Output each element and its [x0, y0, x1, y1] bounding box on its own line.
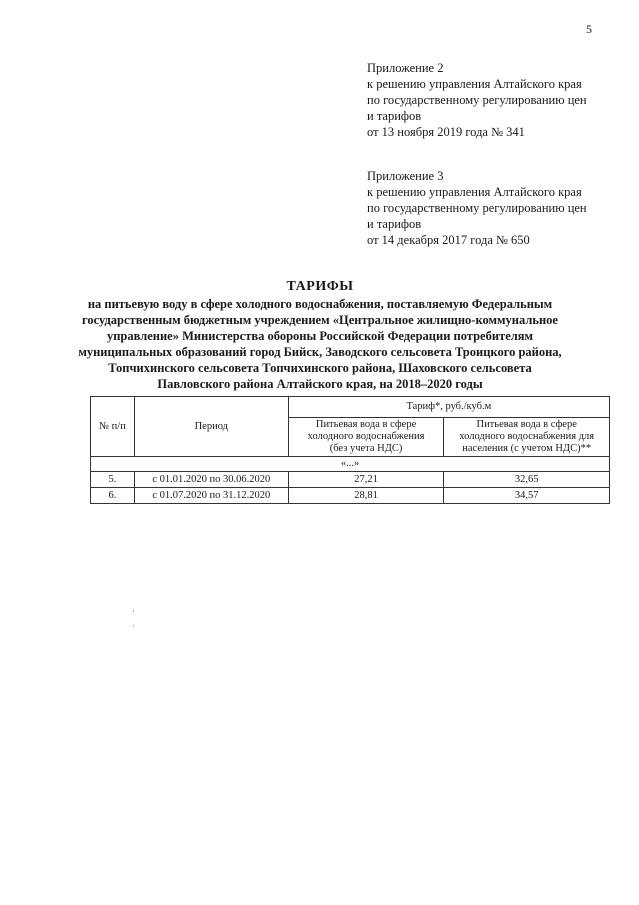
scan-speck [133, 610, 134, 612]
appendix-2-reference [367, 60, 617, 140]
header-line: холодного водоснабжения [307, 431, 425, 442]
subtitle-line: Топчихинского сельсовета Топчихинского района, Шаховского сельсовета [108, 361, 532, 375]
subtitle-line: Павловского района Алтайского края, на 2018–2020 годы [157, 377, 483, 391]
appendix-2-line: к решению управления Алтайского края [367, 77, 582, 91]
subtitle-line: муниципальных образований город Бийск, Заводского сельсовета Троицкого района, [78, 345, 562, 359]
header-line: Питьевая вода в сфере [315, 419, 417, 430]
header-without-vat [288, 418, 444, 457]
tariff-table [90, 396, 610, 504]
subtitle-line: государственным бюджетным учреждением «Центральное жилищно-коммунальное [82, 313, 558, 327]
table-row [91, 472, 610, 488]
header-period: Период [134, 397, 288, 457]
subtitle-line: на питьевую воду в сфере холодного водоснабжения, поставляемую Федеральным [87, 297, 553, 311]
row-number: 5. [91, 472, 135, 488]
document-subtitle [60, 296, 580, 392]
document-title: ТАРИФЫ [286, 279, 354, 294]
row-number: 6. [91, 488, 135, 504]
header-tariff-group: Тариф*, руб./куб.м [288, 397, 609, 418]
row-period: с 01.07.2020 по 31.12.2020 [134, 488, 288, 504]
row-tariff-with-vat: 34,57 [444, 488, 610, 504]
table-row [91, 488, 610, 504]
header-line: населения (с учетом НДС)** [462, 443, 592, 454]
appendix-2-line: от 13 ноября 2019 года № 341 [367, 125, 525, 139]
header-line: холодного водоснабжения для [459, 431, 595, 442]
header-line: (без учета НДС) [329, 443, 403, 454]
appendix-3-line: от 14 декабря 2017 года № 650 [367, 233, 530, 247]
header-with-vat [444, 418, 610, 457]
row-period: с 01.01.2020 по 30.06.2020 [134, 472, 288, 488]
appendix-2-line: и тарифов [367, 109, 422, 123]
appendix-3-line: Приложение 3 [367, 169, 444, 183]
row-tariff-without-vat: 27,21 [288, 472, 444, 488]
page-number: 5 [586, 22, 592, 36]
appendix-3-line: и тарифов [367, 217, 422, 231]
row-tariff-with-vat: 32,65 [444, 472, 610, 488]
appendix-2-line: по государственному регулированию цен [367, 93, 587, 107]
document-title-block [60, 278, 580, 392]
header-number: № п/п [91, 397, 135, 457]
appendix-3-line: по государственному регулированию цен [367, 201, 587, 215]
row-tariff-without-vat: 28,81 [288, 488, 444, 504]
appendix-2-line: Приложение 2 [367, 61, 444, 75]
scan-speck [133, 625, 134, 627]
subtitle-line: управление» Министерства обороны Российской Федерации потребителям [106, 329, 534, 343]
header-line: Питьевая вода в сфере [476, 419, 577, 430]
appendix-3-reference [367, 168, 617, 248]
appendix-3-line: к решению управления Алтайского края [367, 185, 582, 199]
omitted-rows-marker: «...» [91, 457, 610, 472]
